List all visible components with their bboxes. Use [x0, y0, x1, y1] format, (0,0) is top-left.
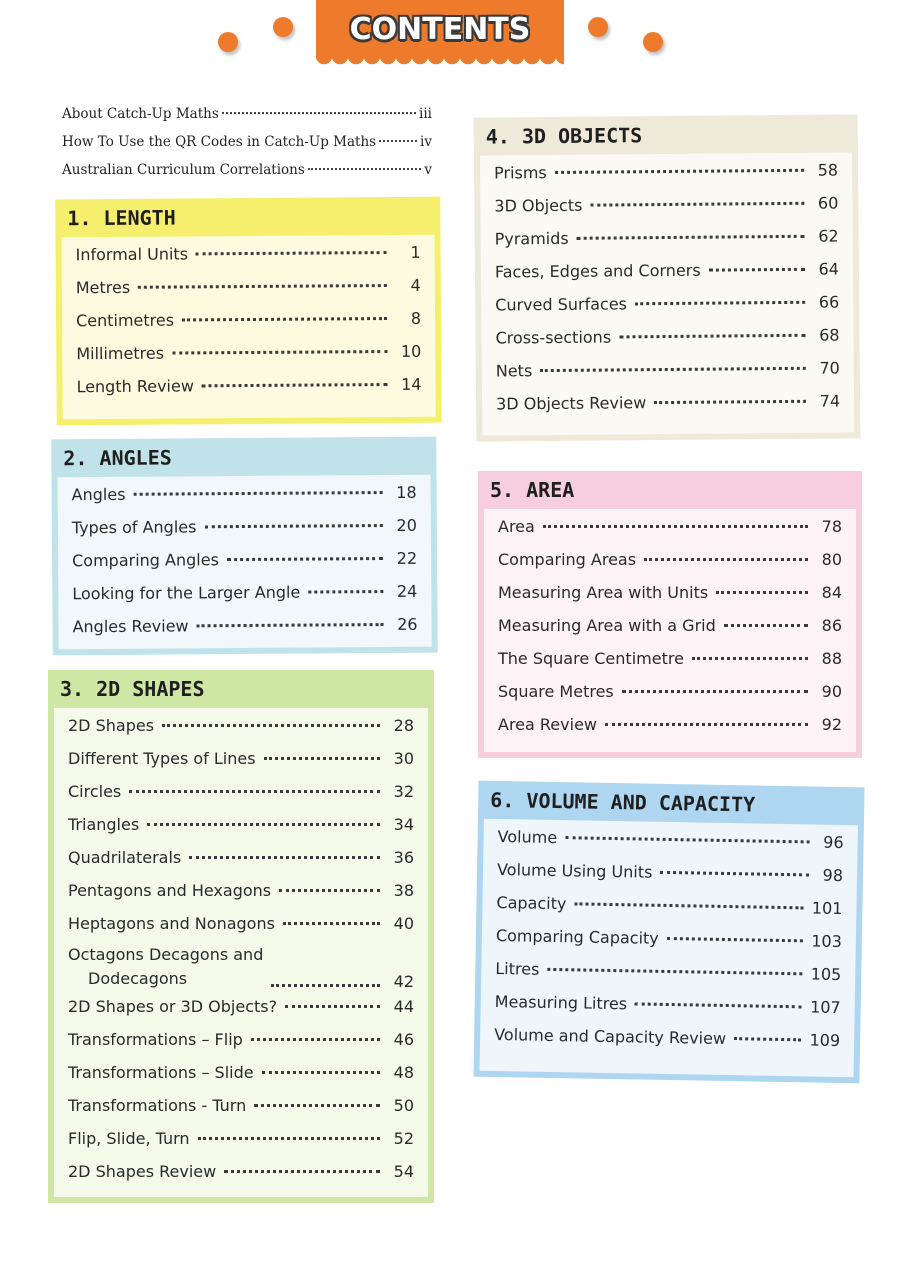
dot-leader	[724, 624, 808, 627]
entry-page: 42	[393, 972, 414, 991]
entry-title: Millimetres	[76, 343, 165, 364]
toc-entry[interactable]	[68, 881, 414, 914]
toc-entry[interactable]	[68, 1162, 414, 1195]
toc-entry[interactable]	[494, 161, 838, 197]
section-heading: 3. 2D SHAPES	[60, 677, 205, 701]
section-heading: 6. VOLUME AND CAPACITY	[490, 787, 756, 817]
toc-entry[interactable]	[72, 549, 417, 584]
toc-entry[interactable]	[68, 1129, 414, 1162]
entry-title: Cross-sections	[495, 327, 612, 348]
toc-entry[interactable]	[68, 1096, 414, 1129]
entry-title: The Square Centimetre	[498, 649, 684, 668]
entry-title: Area Review	[498, 715, 597, 734]
entry-title: Centimetres	[75, 310, 175, 331]
entry-title: 3D Objects Review	[496, 393, 647, 414]
section-entries	[484, 509, 856, 752]
section-entries	[58, 475, 432, 650]
dot-leader	[543, 525, 808, 528]
toc-entry[interactable]	[496, 358, 840, 394]
entry-title: Angles	[71, 484, 126, 505]
toc-entry[interactable]	[498, 715, 842, 748]
toc-entry[interactable]	[72, 615, 417, 650]
front-matter-list	[62, 106, 432, 190]
entry-title: 3D Objects	[494, 195, 583, 216]
dot-leader	[692, 657, 808, 660]
entry-page: iii	[419, 106, 432, 122]
entry-page: 10	[400, 341, 422, 361]
entry-page: 4	[410, 275, 421, 295]
toc-entry[interactable]	[76, 342, 421, 377]
toc-entry[interactable]	[68, 997, 414, 1030]
entry-page: 34	[393, 815, 414, 834]
toc-entry[interactable]	[494, 1025, 841, 1064]
dot-leader	[271, 984, 380, 987]
toc-entry[interactable]	[68, 848, 414, 881]
entry-title: Square Metres	[498, 682, 614, 701]
section-area	[478, 471, 862, 758]
dot-leader	[654, 400, 806, 404]
entry-page: 74	[819, 391, 841, 411]
entry-page: 92	[821, 715, 842, 734]
toc-entry[interactable]	[498, 649, 842, 682]
entry-title: How To Use the QR Codes in Catch-Up Maths	[62, 134, 377, 150]
entry-page: 1	[410, 242, 421, 262]
entry-page: 20	[396, 515, 417, 535]
dot-leader	[279, 889, 380, 892]
entry-title: Length Review	[76, 376, 194, 397]
entry-title: Types of Angles	[71, 517, 197, 538]
dot-leader	[635, 1002, 802, 1008]
entry-page: 66	[818, 292, 840, 312]
entry-page: 28	[393, 716, 414, 735]
dot-leader	[644, 558, 808, 561]
front-matter-item[interactable]	[62, 134, 432, 162]
front-matter-item[interactable]	[62, 162, 432, 190]
dot-leader	[574, 902, 804, 909]
entry-title: Measuring Area with Units	[498, 583, 709, 602]
entry-title: Volume Using Units	[496, 859, 653, 882]
dot-leader	[547, 968, 802, 975]
dot-leader	[182, 317, 387, 321]
entry-title: Transformations – Flip	[68, 1030, 243, 1049]
entry-page: 38	[393, 881, 414, 900]
dot-leader	[172, 350, 387, 355]
dot-leader	[222, 112, 416, 114]
entry-title-line2: Dodecagons	[88, 969, 188, 988]
section-heading: 5. AREA	[490, 478, 575, 502]
entry-page: 50	[393, 1096, 414, 1115]
entry-page: 26	[397, 614, 418, 634]
dot-leader	[660, 871, 809, 877]
dot-leader	[162, 724, 380, 727]
dot-leader	[555, 169, 804, 174]
entry-title: Australian Curriculum Correlations	[62, 162, 305, 178]
dot-leader	[204, 524, 382, 528]
entry-page: 30	[393, 749, 414, 768]
entry-title: Nets	[495, 361, 533, 381]
section-2d-shapes	[48, 670, 434, 1203]
entry-title: 2D Shapes Review	[68, 1162, 217, 1181]
toc-entry[interactable]	[498, 583, 842, 616]
dot-leader	[667, 937, 804, 942]
toc-entry[interactable]	[68, 716, 414, 749]
entry-page: 8	[410, 308, 422, 328]
dot-leader	[196, 251, 387, 255]
entry-page: 36	[393, 848, 414, 867]
toc-entry[interactable]	[498, 616, 842, 649]
entry-page: 48	[393, 1063, 414, 1082]
entry-title: Heptagons and Nonagons	[68, 914, 275, 933]
dot-leader	[716, 591, 808, 594]
entry-page: 14	[401, 374, 422, 394]
entry-page: 101	[811, 898, 843, 919]
entry-title: Area	[498, 517, 535, 536]
entry-title: Quadrilaterals	[68, 848, 182, 867]
dot-leader	[147, 823, 380, 826]
dot-leader	[202, 383, 388, 387]
entry-page: v	[424, 162, 432, 178]
dot-leader	[264, 757, 380, 760]
entry-title: Different Types of Lines	[68, 749, 256, 768]
entry-title: 2D Shapes or 3D Objects?	[68, 997, 278, 1016]
dot-leader	[198, 1137, 380, 1140]
entry-page: 40	[393, 914, 414, 933]
entry-page: 52	[393, 1129, 414, 1148]
front-matter-item[interactable]	[62, 106, 432, 134]
entry-title: Volume	[497, 826, 558, 848]
toc-entry[interactable]	[72, 483, 417, 518]
entry-page: 103	[811, 931, 843, 952]
entry-title: Flip, Slide, Turn	[68, 1129, 190, 1148]
dot-leader	[138, 284, 387, 289]
entry-page: 58	[817, 160, 839, 180]
toc-entry[interactable]	[76, 309, 421, 344]
dot-leader	[605, 723, 808, 726]
dot-leader	[619, 334, 805, 339]
dot-leader	[577, 235, 805, 240]
toc-entry[interactable]	[68, 782, 414, 815]
entry-title-line1: Octagons Decagons and	[68, 945, 264, 964]
entry-title: Informal Units	[75, 244, 189, 265]
entry-page: 24	[396, 581, 418, 601]
dot-leader	[379, 140, 417, 142]
toc-entry[interactable]	[498, 682, 842, 715]
entry-page: 78	[821, 517, 842, 536]
entry-page: iv	[420, 134, 432, 150]
entry-page: 44	[393, 997, 414, 1016]
decorative-dot	[643, 32, 663, 52]
toc-entry[interactable]	[494, 194, 838, 230]
toc-entry[interactable]	[495, 292, 839, 328]
section-entries	[61, 235, 435, 420]
toc-entry[interactable]	[76, 375, 421, 410]
entry-title: Volume and Capacity Review	[494, 1024, 727, 1049]
section-heading: 1. LENGTH	[67, 205, 176, 231]
dot-leader	[590, 202, 804, 207]
toc-entry[interactable]	[498, 550, 842, 583]
entry-page: 68	[819, 325, 840, 345]
entry-page: 32	[393, 782, 414, 801]
toc-entry[interactable]	[495, 325, 839, 361]
toc-entry[interactable]	[68, 1030, 414, 1063]
entry-title: Transformations – Slide	[68, 1063, 254, 1082]
dot-leader	[734, 1037, 802, 1041]
entry-title: Circles	[68, 782, 122, 801]
entry-title: Transformations - Turn	[68, 1096, 247, 1115]
entry-page: 62	[818, 226, 839, 246]
dot-leader	[635, 301, 805, 305]
entry-title: Comparing Angles	[72, 550, 219, 571]
section-entries	[54, 708, 428, 1197]
entry-title: Triangles	[68, 815, 140, 834]
entry-title: Comparing Capacity	[495, 925, 659, 948]
dot-leader	[622, 690, 808, 693]
dot-leader	[189, 856, 380, 859]
entry-page: 64	[818, 259, 840, 279]
toc-entry[interactable]	[68, 815, 414, 848]
toc-entry[interactable]	[495, 259, 839, 295]
entry-page: 18	[396, 482, 417, 502]
entry-title: Pentagons and Hexagons	[68, 881, 272, 900]
entry-title: Metres	[75, 277, 131, 298]
entry-page: 107	[810, 997, 841, 1018]
entry-page: 105	[810, 964, 842, 985]
section-3d-objects	[474, 114, 861, 441]
entry-page: 80	[821, 550, 842, 569]
section-entries	[480, 819, 858, 1077]
entry-page: 46	[393, 1030, 414, 1049]
contents-banner	[316, 0, 564, 58]
toc-entry[interactable]	[68, 947, 414, 997]
entry-page: 109	[809, 1030, 841, 1051]
entry-title: 2D Shapes	[68, 716, 155, 735]
section-length	[55, 197, 442, 426]
entry-page: 60	[817, 193, 839, 213]
dot-leader	[308, 590, 383, 594]
entry-title: Capacity	[496, 892, 567, 914]
entry-title: Looking for the Larger Angle	[72, 582, 301, 604]
entry-page: 22	[396, 548, 418, 568]
toc-entry[interactable]	[72, 516, 417, 551]
toc-entry[interactable]	[496, 391, 840, 427]
dot-leader	[134, 491, 383, 496]
entry-title: Measuring Area with a Grid	[498, 616, 716, 635]
entry-title: Comparing Areas	[498, 550, 637, 569]
entry-title: About Catch-Up Maths	[62, 106, 219, 122]
decorative-dot	[588, 17, 608, 37]
entry-page: 98	[822, 865, 844, 886]
dot-leader	[285, 1005, 380, 1008]
dot-leader	[197, 623, 384, 627]
entry-page: 70	[819, 358, 840, 378]
entry-title	[68, 943, 263, 991]
dot-leader	[262, 1071, 380, 1074]
toc-entry[interactable]	[498, 517, 842, 550]
toc-entry[interactable]	[76, 276, 421, 311]
toc-entry[interactable]	[68, 749, 414, 782]
dot-leader	[227, 557, 383, 561]
dot-leader	[709, 268, 805, 272]
toc-entry[interactable]	[72, 582, 417, 617]
entry-title: Measuring Litres	[494, 991, 628, 1014]
entry-page: 86	[821, 616, 842, 635]
entry-page: 54	[393, 1162, 414, 1181]
dot-leader	[224, 1170, 380, 1173]
toc-entry[interactable]	[76, 243, 421, 278]
dot-leader	[254, 1104, 380, 1107]
section-entries	[480, 152, 854, 435]
dot-leader	[565, 836, 809, 843]
entry-title: Angles Review	[72, 616, 189, 637]
toc-entry[interactable]	[68, 1063, 414, 1096]
dot-leader	[251, 1038, 380, 1041]
entry-title: Litres	[495, 958, 540, 979]
decorative-dot	[273, 17, 293, 37]
entry-page: 84	[821, 583, 842, 602]
entry-title: Pyramids	[494, 228, 569, 249]
decorative-dot	[218, 32, 238, 52]
entry-page: 90	[821, 682, 842, 701]
section-heading: 2. ANGLES	[63, 445, 172, 471]
entry-page: 96	[823, 832, 844, 853]
section-heading: 4. 3D OBJECTS	[485, 123, 643, 149]
page-title: CONTENTS	[349, 11, 531, 47]
dot-leader	[308, 168, 422, 170]
section-volume-and-capacity	[473, 781, 864, 1084]
section-angles	[51, 437, 437, 656]
dot-leader	[283, 922, 380, 925]
toc-entry[interactable]	[495, 227, 839, 263]
entry-title: Prisms	[493, 163, 547, 183]
entry-title: Curved Surfaces	[495, 294, 628, 315]
dot-leader	[540, 367, 806, 372]
entry-page: 88	[821, 649, 842, 668]
dot-leader	[129, 790, 380, 793]
entry-title: Faces, Edges and Corners	[494, 260, 701, 282]
